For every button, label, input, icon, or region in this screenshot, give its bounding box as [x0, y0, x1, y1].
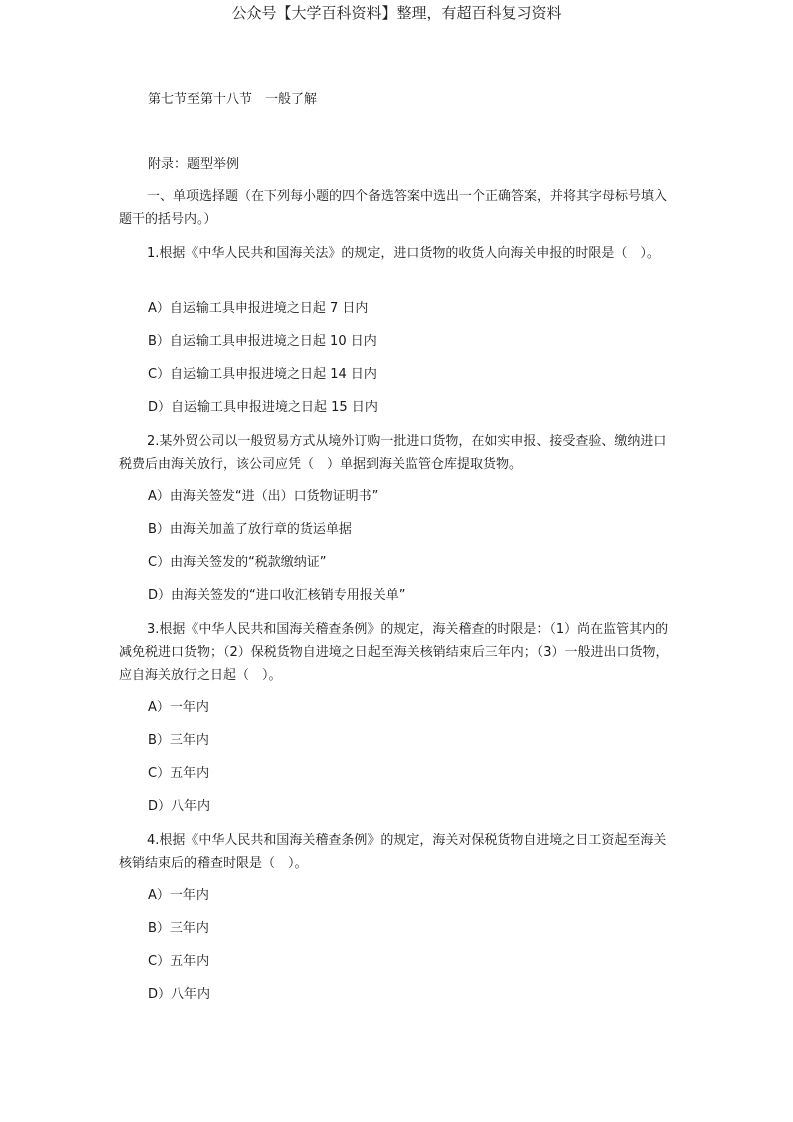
question-4-option-d: D）八年内 — [148, 987, 211, 1002]
question-1-option-d: D）自运输工具申报进境之日起 15 日内 — [148, 400, 378, 415]
section-title: 第七节至第十八节 一般了解 — [148, 92, 318, 107]
question-1-option-c: C）自运输工具申报进境之日起 14 日内 — [148, 367, 377, 382]
question-4-option-a: A）一年内 — [148, 888, 209, 903]
question-4-option-b: B）三年内 — [148, 921, 209, 936]
question-2-option-a: A）由海关签发“进（出）口货物证明书” — [148, 489, 379, 504]
question-3-option-a: A）一年内 — [148, 700, 209, 715]
question-3-stem: 3.根据《中华人民共和国海关稽查条例》的规定，海关稽查的时限是：（1）尚在监管其内的减免税进口货物；（2）保税货物自进境之日起至海关核销结束后三年内；（3）一般进出口货物，应自海关放行之日起（ ）。 — [119, 622, 669, 683]
question-2-option-d: D）由海关签发的“进口收汇核销专用报关单” — [148, 588, 406, 603]
appendix-title: 附录：题型举例 — [148, 157, 240, 172]
question-2-stem: 2.某外贸公司以一般贸易方式从境外订购一批进口货物，在如实申报、接受查验、缴纳进口税费后由海关放行，该公司应凭（ ）单据到海关监管仓库提取货物。 — [119, 434, 667, 472]
instructions: 一、单项选择题（在下列每小题的四个备选答案中选出一个正确答案，并将其字母标号填入题干的括号内。） — [119, 189, 668, 227]
question-3-option-b: B）三年内 — [148, 733, 209, 748]
question-1-option-b: B）自运输工具申报进境之日起 10 日内 — [148, 334, 377, 349]
question-4-option-c: C）五年内 — [148, 954, 210, 969]
question-1-option-a: A）自运输工具申报进境之日起 7 日内 — [148, 301, 369, 316]
question-1-stem: 1.根据《中华人民共和国海关法》的规定，进口货物的收货人向海关申报的时限是（ ）。 — [147, 246, 660, 261]
question-2-option-b: B）由海关加盖了放行章的货运单据 — [148, 522, 352, 537]
question-4-stem: 4.根据《中华人民共和国海关稽查条例》的规定，海关对保税货物自进境之日工资起至海关核销结束后的稽查时限是（ ）。 — [119, 833, 667, 871]
question-3-option-d: D）八年内 — [148, 799, 211, 814]
page-header: 公众号【大学百科资料】整理，有超百科复习资料 — [231, 4, 562, 22]
question-3-option-c: C）五年内 — [148, 766, 210, 781]
question-2-option-c: C）由海关签发的“税款缴纳证” — [148, 555, 327, 570]
